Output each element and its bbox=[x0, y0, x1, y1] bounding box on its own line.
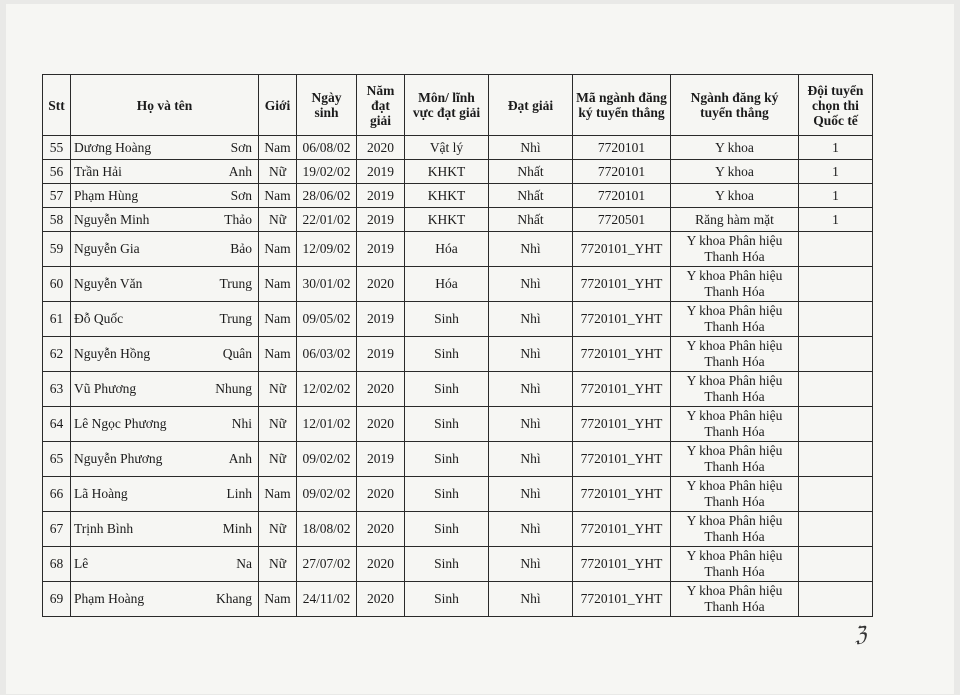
header-nam-dat-giai: Năm đạt giải bbox=[357, 75, 405, 136]
cell-ho-ten bbox=[71, 512, 259, 547]
cell-ho-ten bbox=[71, 267, 259, 302]
cell-ma: 7720101_YHT bbox=[573, 582, 671, 617]
cell-stt: 68 bbox=[43, 547, 71, 582]
cell-giai: Nhì bbox=[489, 407, 573, 442]
cell-ho-ten bbox=[71, 302, 259, 337]
cell-ten: Anh bbox=[228, 451, 252, 466]
cell-nganh: Y khoa Phân hiệu Thanh Hóa bbox=[671, 337, 799, 372]
cell-doi: 1 bbox=[799, 184, 873, 208]
cell-ten: Nhi bbox=[231, 416, 252, 431]
cell-nganh: Y khoa Phân hiệu Thanh Hóa bbox=[671, 547, 799, 582]
cell-gioi: Nam bbox=[259, 136, 297, 160]
cell-mon: Hóa bbox=[405, 232, 489, 267]
cell-doi bbox=[799, 337, 873, 372]
table-row bbox=[43, 136, 873, 160]
cell-nganh: Y khoa Phân hiệu Thanh Hóa bbox=[671, 582, 799, 617]
cell-gioi: Nữ bbox=[259, 547, 297, 582]
cell-gioi: Nam bbox=[259, 337, 297, 372]
cell-giai: Nhì bbox=[489, 302, 573, 337]
cell-ngay-sinh: 09/02/02 bbox=[297, 477, 357, 512]
cell-mon: KHKT bbox=[405, 208, 489, 232]
cell-ho: Nguyễn Hồng bbox=[74, 346, 151, 361]
cell-nam: 2020 bbox=[357, 372, 405, 407]
cell-ngay-sinh: 22/01/02 bbox=[297, 208, 357, 232]
cell-doi: 1 bbox=[799, 208, 873, 232]
cell-ho-ten bbox=[71, 208, 259, 232]
cell-ten: Trung bbox=[219, 311, 252, 326]
cell-nganh: Y khoa Phân hiệu Thanh Hóa bbox=[671, 477, 799, 512]
cell-stt: 62 bbox=[43, 337, 71, 372]
cell-ngay-sinh: 30/01/02 bbox=[297, 267, 357, 302]
cell-ma: 7720101_YHT bbox=[573, 512, 671, 547]
cell-ngay-sinh: 24/11/02 bbox=[297, 582, 357, 617]
cell-gioi: Nữ bbox=[259, 442, 297, 477]
cell-nam: 2019 bbox=[357, 184, 405, 208]
cell-ho: Trịnh Bình bbox=[74, 521, 134, 536]
cell-nganh: Y khoa Phân hiệu Thanh Hóa bbox=[671, 302, 799, 337]
header-ma-nganh: Mã ngành đăng ký tuyển thẳng bbox=[573, 75, 671, 136]
header-mon: Môn/ lĩnh vực đạt giải bbox=[405, 75, 489, 136]
header-nganh: Ngành đăng ký tuyển thẳng bbox=[671, 75, 799, 136]
cell-ma: 7720101_YHT bbox=[573, 302, 671, 337]
table-row bbox=[43, 232, 873, 267]
cell-mon: KHKT bbox=[405, 184, 489, 208]
cell-ten: Minh bbox=[222, 521, 252, 536]
cell-doi bbox=[799, 512, 873, 547]
cell-ngay-sinh: 28/06/02 bbox=[297, 184, 357, 208]
cell-mon: Sinh bbox=[405, 407, 489, 442]
table-row bbox=[43, 442, 873, 477]
cell-nganh: Y khoa Phân hiệu Thanh Hóa bbox=[671, 442, 799, 477]
cell-ho: Vũ Phương bbox=[74, 381, 137, 396]
cell-ho: Lã Hoàng bbox=[74, 486, 128, 501]
cell-ho-ten bbox=[71, 407, 259, 442]
cell-nam: 2019 bbox=[357, 337, 405, 372]
header-dat-giai: Đạt giải bbox=[489, 75, 573, 136]
cell-ma: 7720101_YHT bbox=[573, 407, 671, 442]
cell-ho: Nguyễn Gia bbox=[74, 241, 140, 256]
cell-doi bbox=[799, 442, 873, 477]
cell-giai: Nhì bbox=[489, 512, 573, 547]
cell-ten: Quân bbox=[222, 346, 252, 361]
cell-stt: 57 bbox=[43, 184, 71, 208]
cell-mon: Sinh bbox=[405, 512, 489, 547]
cell-ngay-sinh: 12/01/02 bbox=[297, 407, 357, 442]
cell-doi: 1 bbox=[799, 136, 873, 160]
table-row bbox=[43, 208, 873, 232]
cell-gioi: Nam bbox=[259, 302, 297, 337]
cell-nganh: Y khoa bbox=[671, 136, 799, 160]
cell-mon: Sinh bbox=[405, 302, 489, 337]
cell-mon: Vật lý bbox=[405, 136, 489, 160]
cell-ho-ten bbox=[71, 372, 259, 407]
cell-gioi: Nữ bbox=[259, 160, 297, 184]
cell-giai: Nhì bbox=[489, 442, 573, 477]
cell-ho: Nguyễn Văn bbox=[74, 276, 143, 291]
table-body bbox=[43, 136, 873, 617]
cell-ho-ten bbox=[71, 160, 259, 184]
cell-nam: 2020 bbox=[357, 267, 405, 302]
cell-stt: 56 bbox=[43, 160, 71, 184]
cell-ma: 7720101_YHT bbox=[573, 337, 671, 372]
cell-ho: Phạm Hoàng bbox=[74, 591, 145, 606]
cell-giai: Nhì bbox=[489, 547, 573, 582]
cell-stt: 63 bbox=[43, 372, 71, 407]
cell-ho: Đỗ Quốc bbox=[74, 311, 124, 326]
cell-stt: 67 bbox=[43, 512, 71, 547]
cell-ho: Lê bbox=[74, 556, 89, 571]
table-row bbox=[43, 477, 873, 512]
cell-ten: Bảo bbox=[230, 241, 252, 256]
cell-nganh: Y khoa Phân hiệu Thanh Hóa bbox=[671, 267, 799, 302]
cell-nam: 2019 bbox=[357, 302, 405, 337]
cell-giai: Nhì bbox=[489, 136, 573, 160]
cell-ma: 7720101 bbox=[573, 184, 671, 208]
cell-gioi: Nam bbox=[259, 267, 297, 302]
cell-nam: 2019 bbox=[357, 232, 405, 267]
cell-ten: Trung bbox=[219, 276, 252, 291]
cell-stt: 55 bbox=[43, 136, 71, 160]
table-row bbox=[43, 184, 873, 208]
header-ngay-sinh: Ngày sinh bbox=[297, 75, 357, 136]
cell-nam: 2020 bbox=[357, 512, 405, 547]
table-row bbox=[43, 372, 873, 407]
cell-ten: Sơn bbox=[230, 187, 252, 203]
cell-ten: Linh bbox=[226, 486, 252, 501]
cell-giai: Nhì bbox=[489, 337, 573, 372]
cell-stt: 60 bbox=[43, 267, 71, 302]
cell-gioi: Nam bbox=[259, 232, 297, 267]
cell-doi bbox=[799, 267, 873, 302]
cell-ma: 7720101_YHT bbox=[573, 372, 671, 407]
cell-ten: Anh bbox=[228, 163, 252, 179]
cell-ho: Lê Ngọc Phương bbox=[74, 416, 167, 431]
cell-ho: Nguyễn Phương bbox=[74, 451, 163, 466]
cell-nam: 2020 bbox=[357, 477, 405, 512]
cell-giai: Nhất bbox=[489, 208, 573, 232]
cell-gioi: Nữ bbox=[259, 407, 297, 442]
cell-mon: Sinh bbox=[405, 372, 489, 407]
cell-nganh: Y khoa Phân hiệu Thanh Hóa bbox=[671, 512, 799, 547]
table-row bbox=[43, 302, 873, 337]
cell-ngay-sinh: 09/02/02 bbox=[297, 442, 357, 477]
cell-ma: 7720101 bbox=[573, 160, 671, 184]
cell-mon: Hóa bbox=[405, 267, 489, 302]
header-doi-tuyen: Đội tuyển chọn thi Quốc tế bbox=[799, 75, 873, 136]
cell-ho-ten bbox=[71, 232, 259, 267]
cell-doi bbox=[799, 407, 873, 442]
document-page bbox=[6, 4, 954, 694]
cell-ma: 7720101_YHT bbox=[573, 232, 671, 267]
cell-ma: 7720101_YHT bbox=[573, 267, 671, 302]
cell-nam: 2020 bbox=[357, 547, 405, 582]
cell-giai: Nhì bbox=[489, 477, 573, 512]
cell-stt: 59 bbox=[43, 232, 71, 267]
cell-giai: Nhất bbox=[489, 184, 573, 208]
cell-stt: 64 bbox=[43, 407, 71, 442]
table-row bbox=[43, 582, 873, 617]
cell-giai: Nhì bbox=[489, 232, 573, 267]
cell-nam: 2020 bbox=[357, 582, 405, 617]
cell-ten: Thảo bbox=[224, 211, 252, 227]
cell-stt: 65 bbox=[43, 442, 71, 477]
cell-nam: 2019 bbox=[357, 442, 405, 477]
cell-ngay-sinh: 18/08/02 bbox=[297, 512, 357, 547]
cell-nganh: Y khoa Phân hiệu Thanh Hóa bbox=[671, 372, 799, 407]
cell-nganh: Y khoa bbox=[671, 160, 799, 184]
cell-ngay-sinh: 06/08/02 bbox=[297, 136, 357, 160]
cell-giai: Nhì bbox=[489, 372, 573, 407]
cell-ma: 7720101_YHT bbox=[573, 477, 671, 512]
cell-ten: Sơn bbox=[230, 139, 252, 155]
cell-stt: 58 bbox=[43, 208, 71, 232]
header-gioi: Giới bbox=[259, 75, 297, 136]
cell-mon: Sinh bbox=[405, 442, 489, 477]
cell-nam: 2019 bbox=[357, 208, 405, 232]
cell-ho-ten bbox=[71, 136, 259, 160]
cell-gioi: Nữ bbox=[259, 208, 297, 232]
cell-ho: Phạm Hùng bbox=[74, 187, 139, 203]
cell-ngay-sinh: 27/07/02 bbox=[297, 547, 357, 582]
cell-ngay-sinh: 19/02/02 bbox=[297, 160, 357, 184]
table-row bbox=[43, 267, 873, 302]
cell-doi bbox=[799, 232, 873, 267]
admission-table bbox=[42, 74, 873, 617]
cell-ma: 7720101_YHT bbox=[573, 442, 671, 477]
cell-ho-ten bbox=[71, 477, 259, 512]
cell-ten: Nhung bbox=[215, 381, 252, 396]
cell-mon: Sinh bbox=[405, 337, 489, 372]
cell-mon: Sinh bbox=[405, 547, 489, 582]
cell-gioi: Nam bbox=[259, 582, 297, 617]
cell-ngay-sinh: 12/09/02 bbox=[297, 232, 357, 267]
cell-ten: Khang bbox=[216, 591, 252, 606]
cell-ngay-sinh: 09/05/02 bbox=[297, 302, 357, 337]
cell-gioi: Nữ bbox=[259, 512, 297, 547]
cell-ho: Trần Hải bbox=[74, 163, 122, 179]
cell-doi bbox=[799, 372, 873, 407]
table-row bbox=[43, 547, 873, 582]
table-row bbox=[43, 160, 873, 184]
cell-doi bbox=[799, 302, 873, 337]
table-row bbox=[43, 407, 873, 442]
cell-ma: 7720101 bbox=[573, 136, 671, 160]
signature-mark: ℨ bbox=[852, 623, 868, 647]
cell-ho-ten bbox=[71, 337, 259, 372]
cell-ngay-sinh: 06/03/02 bbox=[297, 337, 357, 372]
cell-stt: 66 bbox=[43, 477, 71, 512]
cell-mon: Sinh bbox=[405, 477, 489, 512]
cell-nam: 2019 bbox=[357, 160, 405, 184]
cell-ten: Na bbox=[236, 556, 252, 571]
cell-mon: Sinh bbox=[405, 582, 489, 617]
cell-doi bbox=[799, 547, 873, 582]
cell-ho: Nguyễn Minh bbox=[74, 211, 150, 227]
cell-gioi: Nam bbox=[259, 477, 297, 512]
cell-ngay-sinh: 12/02/02 bbox=[297, 372, 357, 407]
cell-giai: Nhất bbox=[489, 160, 573, 184]
header-stt: Stt bbox=[43, 75, 71, 136]
cell-ho-ten bbox=[71, 184, 259, 208]
cell-gioi: Nữ bbox=[259, 372, 297, 407]
cell-ho-ten bbox=[71, 547, 259, 582]
cell-nam: 2020 bbox=[357, 407, 405, 442]
cell-nganh: Răng hàm mặt bbox=[671, 208, 799, 232]
cell-giai: Nhì bbox=[489, 267, 573, 302]
cell-ma: 7720101_YHT bbox=[573, 547, 671, 582]
cell-stt: 61 bbox=[43, 302, 71, 337]
cell-nganh: Y khoa bbox=[671, 184, 799, 208]
cell-ma: 7720501 bbox=[573, 208, 671, 232]
cell-nganh: Y khoa Phân hiệu Thanh Hóa bbox=[671, 407, 799, 442]
cell-doi: 1 bbox=[799, 160, 873, 184]
cell-nam: 2020 bbox=[357, 136, 405, 160]
cell-stt: 69 bbox=[43, 582, 71, 617]
cell-gioi: Nam bbox=[259, 184, 297, 208]
cell-doi bbox=[799, 582, 873, 617]
cell-ho-ten bbox=[71, 582, 259, 617]
table-row bbox=[43, 512, 873, 547]
cell-nganh: Y khoa Phân hiệu Thanh Hóa bbox=[671, 232, 799, 267]
cell-giai: Nhì bbox=[489, 582, 573, 617]
cell-doi bbox=[799, 477, 873, 512]
header-row bbox=[43, 75, 873, 136]
cell-mon: KHKT bbox=[405, 160, 489, 184]
cell-ho: Dương Hoàng bbox=[74, 139, 152, 155]
cell-ho-ten bbox=[71, 442, 259, 477]
table-row bbox=[43, 337, 873, 372]
header-ho-ten: Họ và tên bbox=[71, 75, 259, 136]
